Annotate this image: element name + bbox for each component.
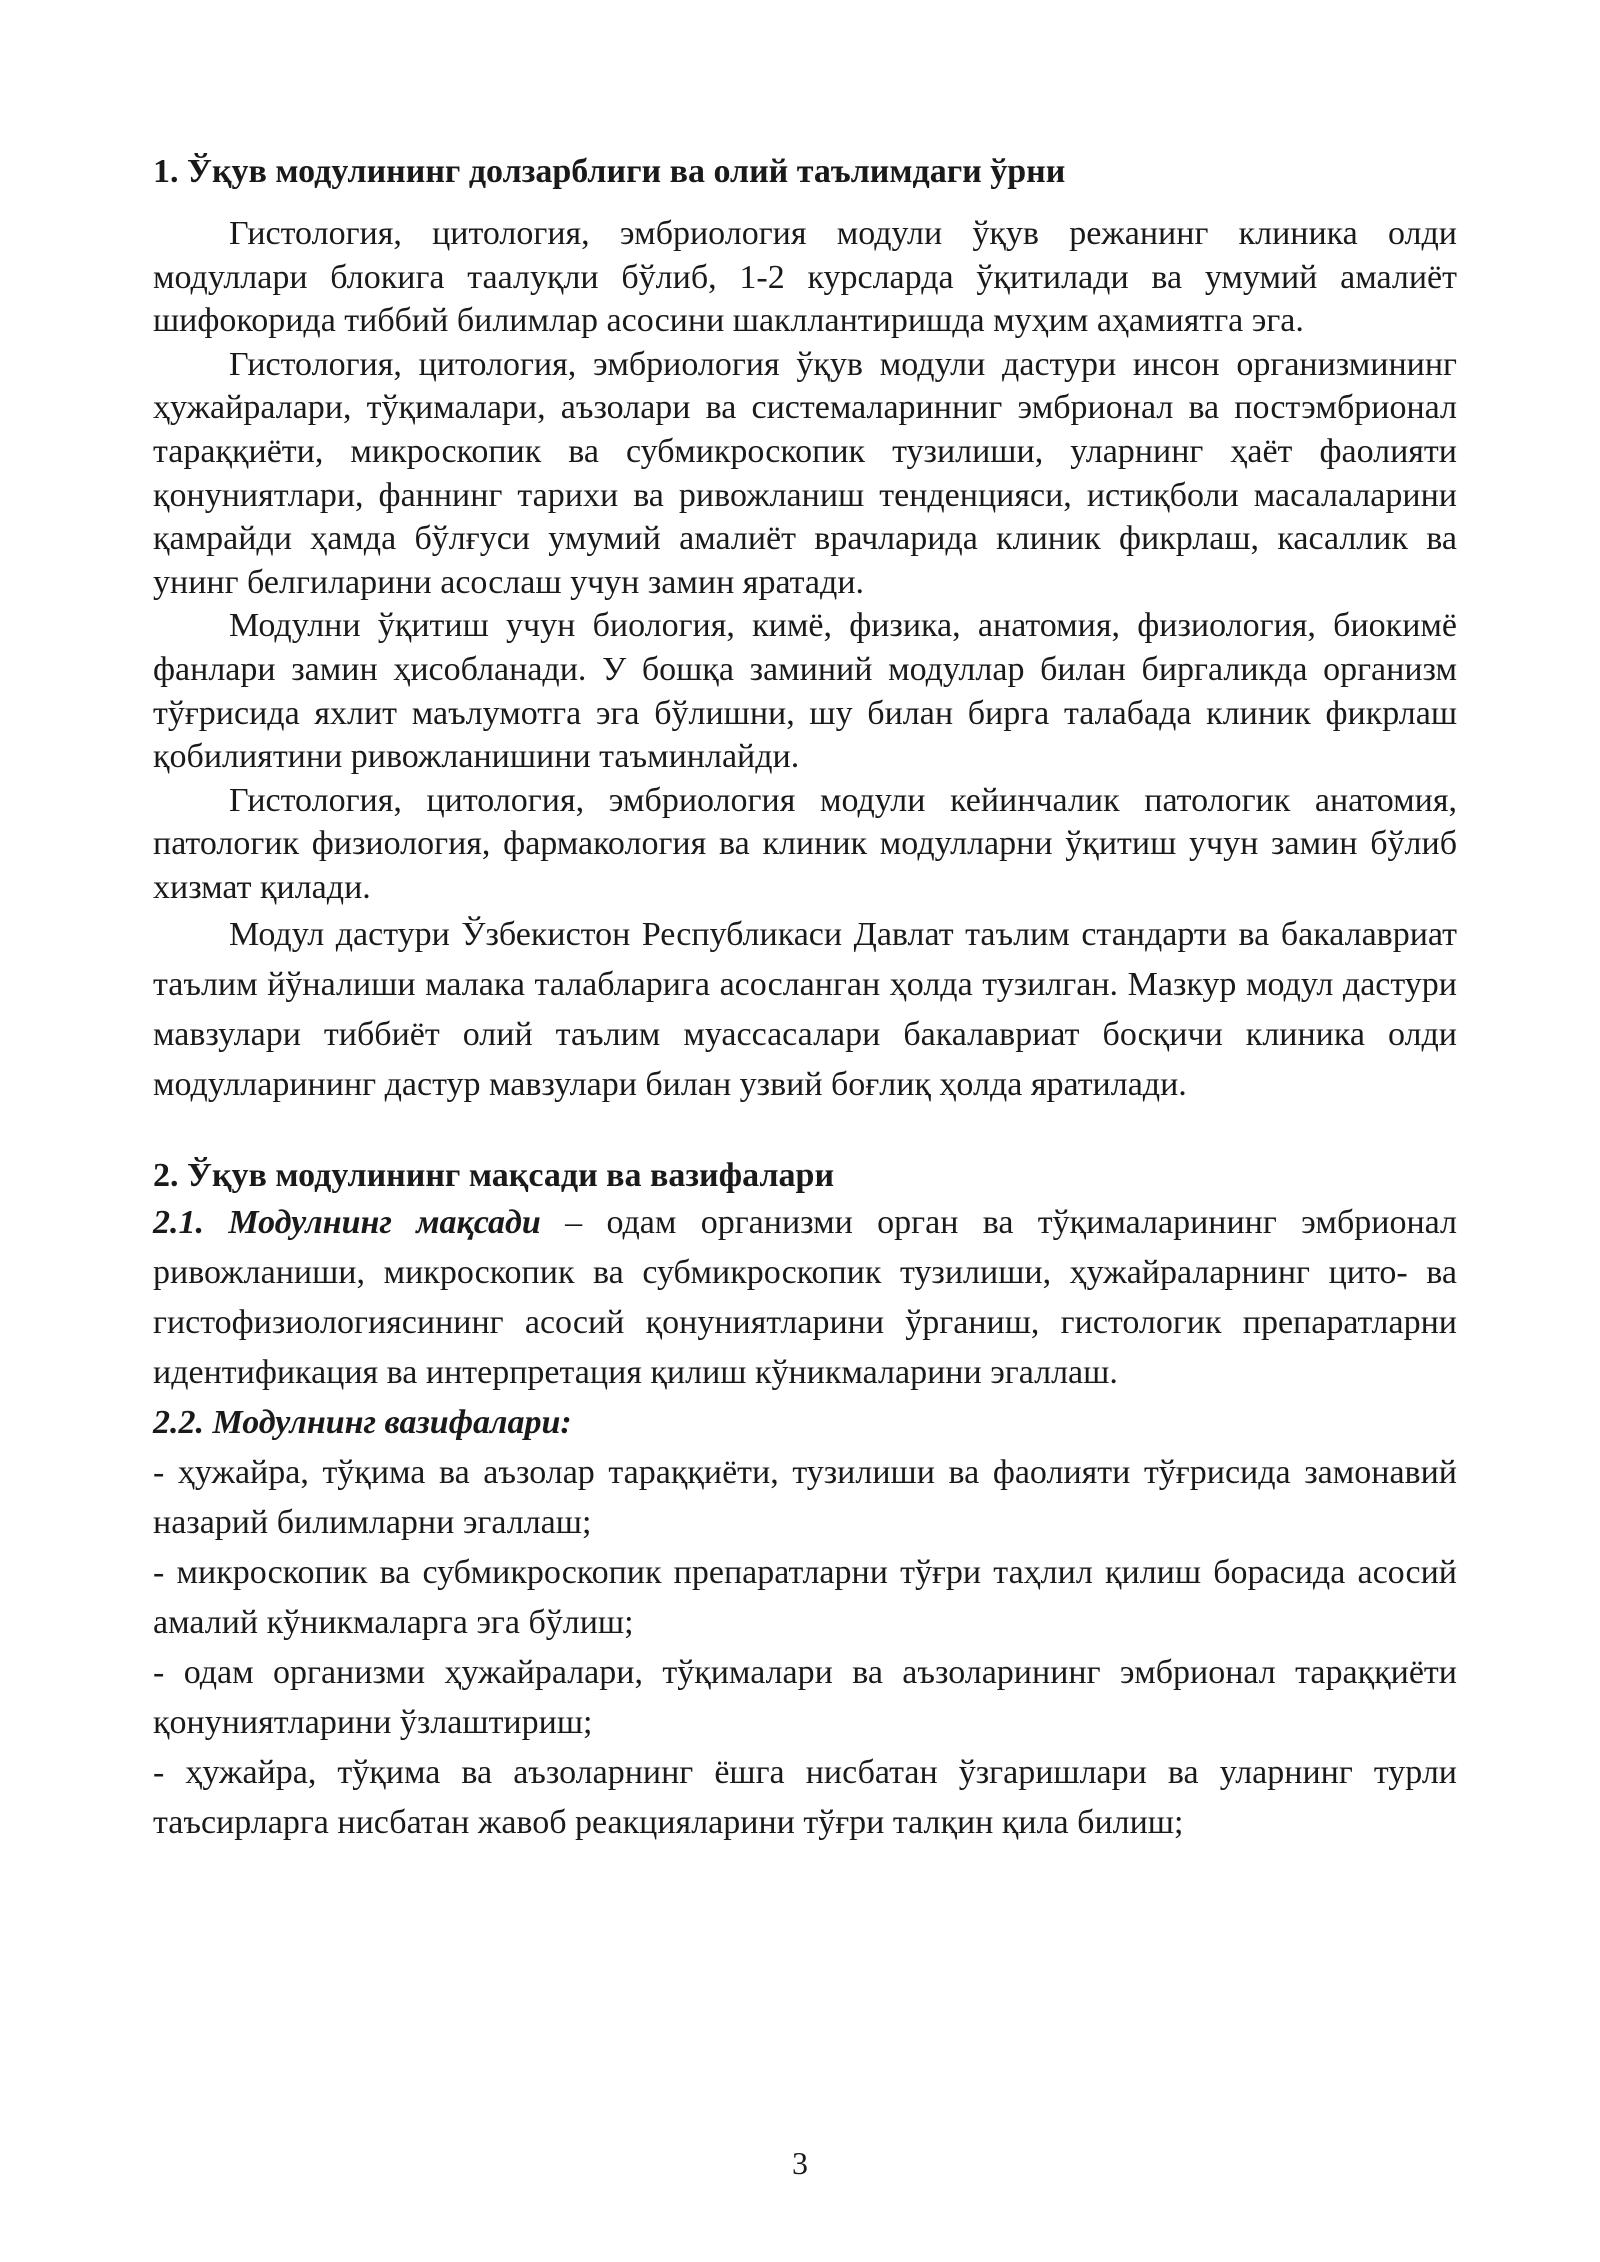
module-tasks-heading: 2.2. Модулнинг вазифалари:	[153, 1403, 572, 1441]
document-page	[153, 150, 1457, 1848]
module-goal-label: 2.1. Модулнинг мақсади	[153, 1203, 541, 1241]
task-item: - одам организми ҳужайралари, тўқималари ва аъзоларининг эмбрионал тараққиёти қонуниятларини ўзлаштириш;	[153, 1653, 1457, 1741]
section-1-paragraph: Гистология, цитология, эмбриология модули ўқув режанинг клиника олди модуллари блокига таалуқли бўлиб, 1-2 курсларда ўқитилади ва умумий амалиёт шифокорида тиббий билимлар асосини шакллантиришда муҳим аҳамиятга эга.	[153, 215, 1457, 340]
section-1-paragraph: Модул дастури Ўзбекистон Республикаси Давлат таълим стандарти ва бакалавриат таълим йўналиши малака талабларига асосланган ҳолда тузилган. Мазкур модул дастури мавзулари тиббиёт олий таълим муассасалари бакалавриат босқичи клиника олди модулларининг дастур мавзулари билан узвий боғлиқ ҳолда яратилади.	[153, 915, 1457, 1103]
section-1-paragraph: Гистология, цитология, эмбриология модули кейинчалик патологик анатомия, патологик физиология, фармакология ва клиник модулларни ўқитиш учун замин бўлиб хизмат қилади.	[153, 781, 1457, 906]
task-item: - ҳужайра, тўқима ва аъзоларнинг ёшга нисбатан ўзгаришлари ва уларнинг турли таъсирларга нисбатан жавоб реакцияларини тўғри талқин қила билиш;	[153, 1753, 1457, 1841]
section-1-heading: 1. Ўқув модулининг долзарблиги ва олий таълимдаги ўрни	[153, 153, 1066, 190]
task-item: - ҳужайра, тўқима ва аъзолар тараққиёти, тузилиши ва фаолияти тўғрисида замонавий назарий билимларни эгаллаш;	[153, 1453, 1457, 1541]
page-number: 3	[792, 2145, 808, 2181]
section-2-heading: 2. Ўқув модулининг мақсади ва вазифалари	[153, 1156, 835, 1194]
module-goal-text: – одам организми орган ва тўқималарининг эмбрионал ривожланиши, микроскопик ва субмикроскопик тузилиши, ҳужайраларнинг цито- ва гистофизиологиясининг асосий қонуниятларини ўрганиш, гистологик препаратларни идентификация ва интерпретация қилиш кўникмаларини эгаллаш.	[153, 1203, 1457, 1391]
section-1-paragraph: Модулни ўқитиш учун биология, кимё, физика, анатомия, физиология, биокимё фанлари замин ҳисобланади. У бошқа заминий модуллар билан биргаликда организм тўғрисида яхлит маълумотга эга бўлишни, шу билан бирга талабада клиник фикрлаш қобилиятини ривожланишини таъминлайди.	[153, 607, 1457, 776]
task-item: - микроскопик ва субмикроскопик препаратларни тўғри таҳлил қилиш борасида асосий амалий кўникмаларга эга бўлиш;	[153, 1553, 1457, 1641]
section-1-paragraph: Гистология, цитология, эмбриология ўқув модули дастури инсон организмининг ҳужайралари, тўқималари, аъзолари ва системаларинниг эмбрионал ва постэмбрионал тараққиёти, микроскопик ва субмикроскопик тузилиши, уларнинг ҳаёт фаолияти қонуниятлари, фаннинг тарихи ва ривожланиш тенденцияси, истиқболи масалаларини қамрайди ҳамда бўлғуси умумий амалиёт врачларида клиник фикрлаш, касаллик ва унинг белгиларини асослаш учун замин яратади.	[153, 345, 1457, 601]
module-goal	[153, 1198, 1457, 1398]
